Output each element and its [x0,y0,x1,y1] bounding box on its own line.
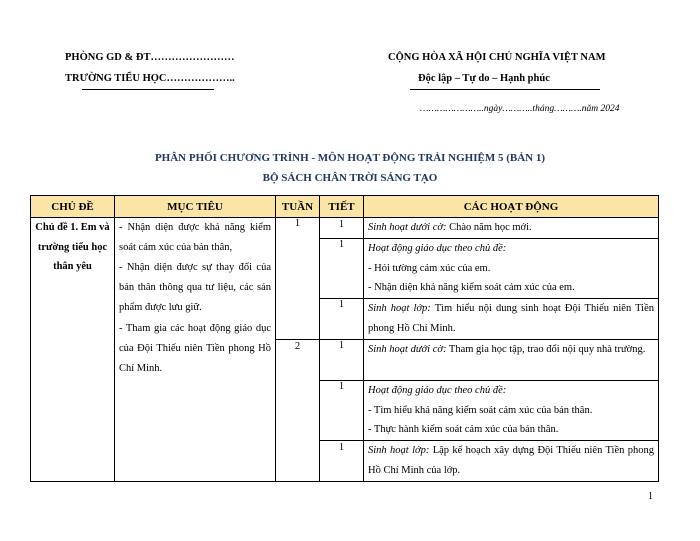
national-title: CỘNG HÒA XÃ HỘI CHỦ NGHĨA VIỆT NAM [388,52,606,63]
goal-item: - Tham gia các hoạt động giáo dục của Đội Thiếu niên Tiền phong Hồ Chí Minh. [119,323,271,374]
activity-cell [364,299,659,340]
period-cell: 1 [320,340,364,381]
activity-text: Chào năm học mới. [446,222,532,233]
header-period: TIẾT [320,196,364,218]
document-subtitle: BỘ SÁCH CHÂN TRỜI SÁNG TẠO [262,172,438,184]
header-topic: CHỦ ĐỀ [31,196,115,218]
activity-cell [364,239,659,299]
week-cell: 1 [276,218,320,340]
activity-text: Tìm hiểu nội dung sinh hoạt Đội Thiếu niên Tiền phong Hồ Chí Minh. [368,303,654,334]
table-row [31,218,659,239]
national-motto: Độc lập – Tự do – Hạnh phúc [418,73,550,84]
period-cell: 1 [320,299,364,340]
table-header-row [31,196,659,218]
header-goals: MỤC TIÊU [115,196,276,218]
period-cell: 1 [320,381,364,441]
header-activities: CÁC HOẠT ĐỘNG [364,196,659,218]
curriculum-table [30,195,659,482]
goal-item: - Nhận diện được khả năng kiểm soát cảm xúc của bản thân, [119,222,271,253]
motto-underline [410,89,600,90]
activity-label: Sinh hoạt lớp: [368,445,430,456]
goals-cell [115,218,276,482]
period-cell: 1 [320,441,364,482]
activity-line: - Nhận diện khả năng kiểm soát cảm xúc của em. [368,282,575,293]
period-cell: 1 [320,239,364,299]
activity-cell [364,381,659,441]
activity-label: Hoạt động giáo dục theo chủ đề: [368,385,507,396]
activity-cell [364,441,659,482]
activity-text: Lập kế hoạch xây dựng Đội Thiếu niên Tiền phong Hồ Chí Minh của lớp. [368,445,654,476]
date-line: …………………..ngày………..tháng……….năm 2024 [420,104,620,114]
activity-label: Sinh hoạt dưới cờ: [368,344,447,355]
header-week: TUẦN [276,196,320,218]
activity-label: Sinh hoạt lớp: [368,303,431,314]
department-label: PHÒNG GD & ĐT…………………… [65,52,235,63]
activity-line: - Hỏi tường cảm xúc của em. [368,262,491,274]
activity-line: - Tìm hiểu khả năng kiểm soát cảm xúc của bản thân. [368,404,593,416]
week-cell: 2 [276,340,320,482]
activity-cell [364,218,659,239]
document-title: PHÂN PHỐI CHƯƠNG TRÌNH - MÔN HOẠT ĐỘNG TRẢI NGHIỆM 5 (BẢN 1) [154,152,546,164]
school-underline [82,89,214,90]
page-number: 1 [648,491,653,502]
activity-text: Tham gia học tập, trao đổi nội quy nhà trường. [446,344,646,355]
activity-label: Hoạt động giáo dục theo chủ đề: [368,243,507,254]
school-label: TRƯỜNG TIỂU HỌC……………….. [65,73,235,84]
goal-item: - Nhận diện được sự thay đổi của bản thân thông qua tư liệu, các sản phẩm được lưu giữ. [119,262,271,313]
activity-cell [364,340,659,381]
activity-label: Sinh hoạt dưới cờ: [368,222,447,233]
topic-cell: Chủ đề 1. Em và trường tiểu học thân yêu [31,218,115,482]
activity-line: - Thực hành kiểm soát cảm xúc của bản thân. [368,424,559,435]
period-cell: 1 [320,218,364,239]
